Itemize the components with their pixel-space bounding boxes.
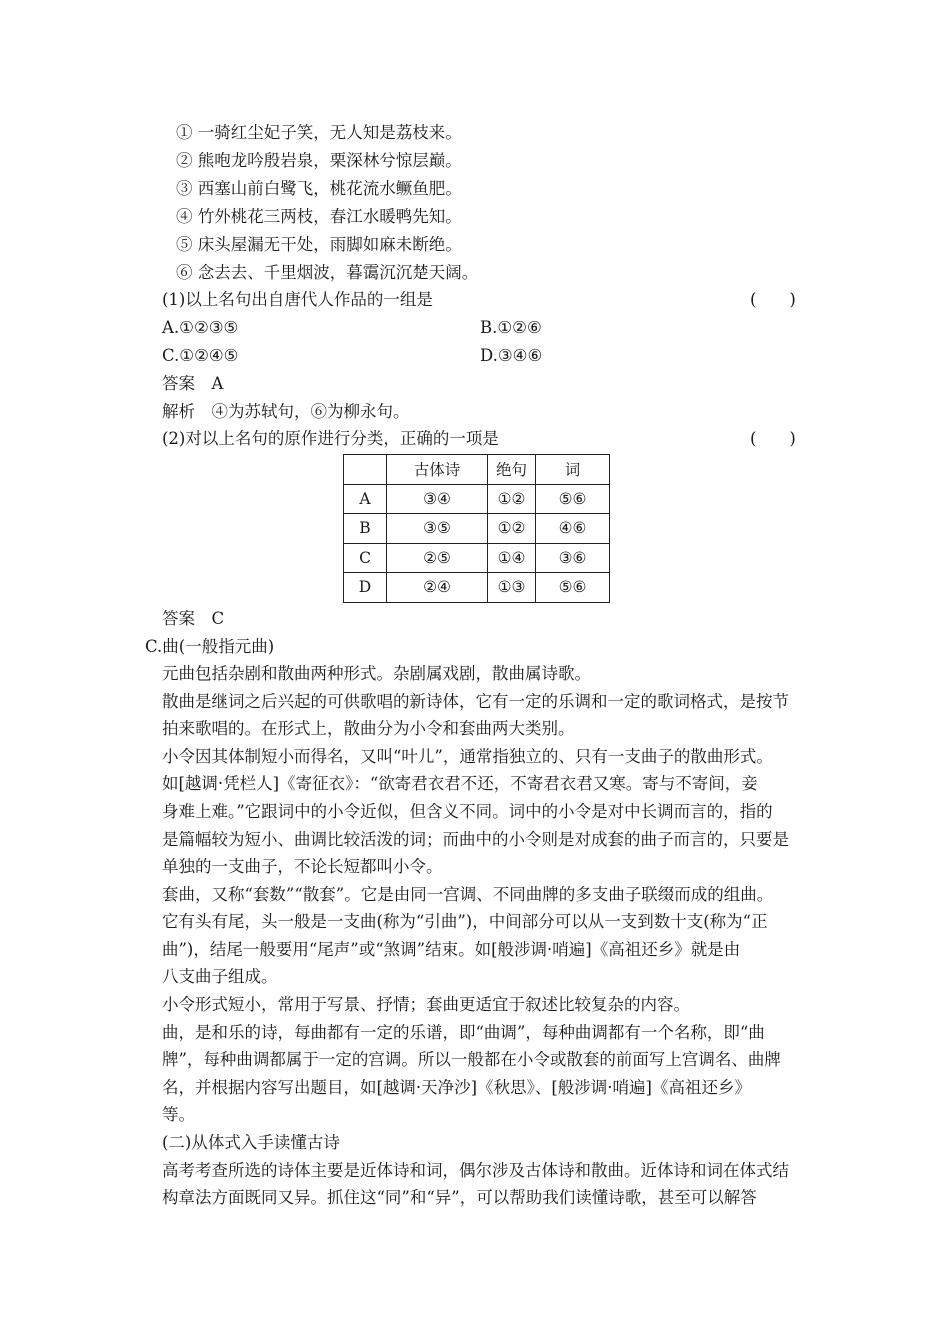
table-cell: ③④ [387, 484, 488, 514]
question-1-stem: (1)以上名句出自唐代人作品的一组是 [162, 290, 433, 309]
answer-bracket: ( ) [750, 290, 796, 309]
table-header-cell: 词 [536, 455, 610, 485]
section-heading: (二)从体式入手读懂古诗 [162, 1133, 340, 1152]
paragraph-line: 高考考查所选的诗体主要是近体诗和词，偶尔涉及古体诗和散曲。近体诗和词在体式结 [162, 1161, 789, 1180]
table-cell: ⑤⑥ [536, 573, 610, 603]
table-row [344, 514, 610, 544]
section-heading: C.曲(一般指元曲) [145, 637, 275, 656]
paragraph-line: 八支曲子组成。 [162, 967, 278, 986]
paragraph-line: 曲，是和乐的诗，每曲都有一定的乐谱，即“曲调”，每种曲调都有一个名称，即“曲 [162, 1023, 765, 1042]
option-c: C.①②④⑤ [162, 346, 239, 365]
table-cell: ③⑤ [387, 514, 488, 544]
paragraph-line: 套曲，又称“套数”“散套”。它是由同一宫调、不同曲牌的多支曲子联缀而成的组曲。 [162, 885, 774, 904]
poem-line: ② 熊咆龙吟殷岩泉，栗深林兮惊层巅。 [176, 151, 462, 170]
paragraph-line: 等。 [162, 1105, 195, 1124]
table-header-cell: 古体诗 [387, 455, 488, 485]
table-cell: ①④ [488, 543, 536, 573]
paragraph-line: 它有头有尾，头一般是一支曲(称为“引曲”)，中间部分可以从一支到数十支(称为“正 [162, 912, 768, 931]
table-cell: A [344, 484, 387, 514]
classification-table [343, 454, 610, 603]
table-cell: ④⑥ [536, 514, 610, 544]
answer-line: 答案 C [162, 609, 225, 628]
paragraph-line: 曲”)，结尾一般要用“尾声”或“煞调”结束。如[般涉调·哨遍]《高祖还乡》就是由 [162, 940, 741, 959]
table-cell: D [344, 573, 387, 603]
table-cell: ①② [488, 484, 536, 514]
paragraph-line: 小令因其体制短小而得名，又叫“叶儿”，通常指独立的、只有一支曲子的散曲形式。 [162, 747, 773, 766]
paragraph-line: 小令形式短小，常用于写景、抒情；套曲更适宜于叙述比较复杂的内容。 [162, 995, 690, 1014]
table-header-cell [344, 455, 387, 485]
paragraph-line: 构章法方面既同又异。抓住这“同”和“异”，可以帮助我们读懂诗歌，甚至可以解答 [162, 1188, 757, 1207]
table-row [344, 484, 610, 514]
poem-line: ① 一骑红尘妃子笑，无人知是荔枝来。 [176, 123, 462, 142]
table-cell: ①③ [488, 573, 536, 603]
paragraph-line: 拍来歌唱的。在形式上，散曲分为小令和套曲两大类别。 [162, 719, 575, 738]
paragraph-line: 如[越调·凭栏人]《寄征衣》：“欲寄君衣君不还，不寄君衣君又寒。寄与不寄间，妾 [162, 774, 758, 793]
table-header-cell: 绝句 [488, 455, 536, 485]
table-row [344, 573, 610, 603]
poem-line: ③ 西塞山前白鹭飞，桃花流水鳜鱼肥。 [176, 179, 462, 198]
table-cell: ②④ [387, 573, 488, 603]
table-cell: B [344, 514, 387, 544]
paragraph-line: 身难上难。”它跟词中的小令近似，但含义不同。词中的小令是对中长调而言的，指的 [162, 802, 773, 821]
table-cell: ③⑥ [536, 543, 610, 573]
answer-line: 答案 A [162, 374, 224, 393]
paragraph-line: 元曲包括杂剧和散曲两种形式。杂剧属戏剧，散曲属诗歌。 [162, 664, 591, 683]
paragraph-line: 名，并根据内容写出题目，如[越调·天净沙]《秋思》、[般涉调·哨遍]《高祖还乡》 [162, 1078, 751, 1097]
option-d: D.③④⑥ [480, 346, 543, 365]
table-header-row [344, 455, 610, 485]
option-a: A.①②③⑤ [162, 318, 239, 337]
option-b: B.①②⑥ [480, 318, 542, 337]
table-row [344, 543, 610, 573]
table-cell: ②⑤ [387, 543, 488, 573]
answer-bracket: ( ) [750, 429, 796, 448]
table-cell: ⑤⑥ [536, 484, 610, 514]
paragraph-line: 散曲是继词之后兴起的可供歌唱的新诗体，它有一定的乐调和一定的歌词格式，是按节 [162, 692, 789, 711]
paragraph-line: 是篇幅较为短小、曲调比较活泼的词；而曲中的小令则是对成套的曲子而言的，只要是 [162, 830, 789, 849]
table-cell: C [344, 543, 387, 573]
analysis-line: 解析 ④为苏轼句，⑥为柳永句。 [162, 402, 410, 421]
poem-line: ⑥ 念去去、千里烟波，暮霭沉沉楚天阔。 [176, 263, 479, 282]
paragraph-line: 牌”，每种曲调都属于一定的宫调。所以一般都在小令或散套的前面写上宫调名、曲牌 [162, 1050, 781, 1069]
table-cell: ①② [488, 514, 536, 544]
poem-line: ④ 竹外桃花三两枝，春江水暖鸭先知。 [176, 207, 462, 226]
question-2-stem: (2)对以上名句的原作进行分类，正确的一项是 [162, 429, 499, 448]
poem-line: ⑤ 床头屋漏无干处，雨脚如麻未断绝。 [176, 235, 462, 254]
paragraph-line: 单独的一支曲子，不论长短都叫小令。 [162, 857, 443, 876]
